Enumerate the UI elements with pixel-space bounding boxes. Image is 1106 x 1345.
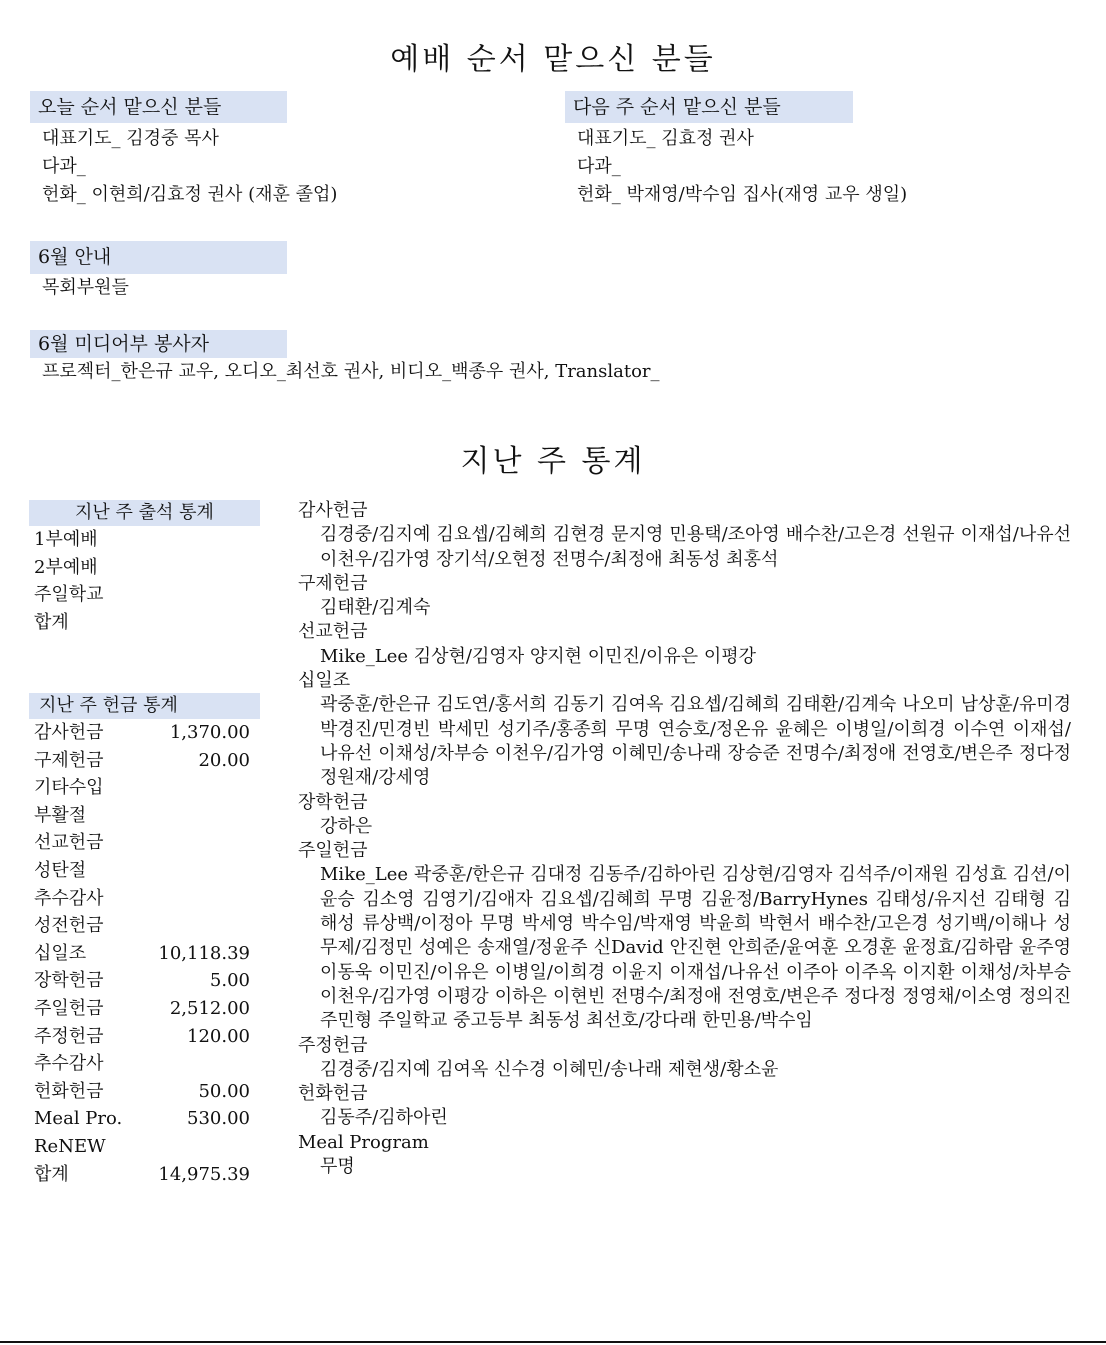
donor-category: 십일조 xyxy=(298,670,351,692)
offering-value: 530.00 xyxy=(187,1108,250,1130)
donor-names: 김경중/김지예 김요셉/김혜희 김현경 문지영 민용택/조아영 배수찬/고은경 선원규 이재섭/나유선 이천우/김가영 장기석/오현정 전명수/최정애 최동성 최홍석 xyxy=(320,524,1071,570)
june-info-lines xyxy=(30,274,530,302)
offering-label: 부활절 xyxy=(34,804,87,826)
offering-label: 구제헌금 xyxy=(34,749,104,771)
offering-label: 십일조 xyxy=(34,942,87,964)
offering-row xyxy=(29,1161,260,1189)
next-week-lines xyxy=(565,125,1085,209)
media-header: 6월 미디어부 봉사자 xyxy=(30,330,287,358)
offering-label: 감사헌금 xyxy=(34,722,104,743)
offering-section xyxy=(29,693,260,1188)
offering-label: 성전헌금 xyxy=(34,915,104,937)
today-section xyxy=(30,91,530,209)
offering-row xyxy=(29,912,260,940)
donor-category: 주정헌금 xyxy=(298,1034,368,1056)
donor-names: Mike_Lee 김상현/김영자 양지현 이민진/이유은 이평강 xyxy=(320,645,757,667)
offering-row xyxy=(29,719,260,747)
offering-value: 14,975.39 xyxy=(158,1163,250,1185)
offering-row xyxy=(29,829,260,857)
offering-label: 추수감사 xyxy=(34,887,104,909)
offering-row xyxy=(29,967,260,995)
offering-label: 선교헌금 xyxy=(34,832,104,854)
offering-row xyxy=(29,885,260,913)
attendance-label: 1부예배 xyxy=(34,529,98,550)
next-week-section xyxy=(565,91,1085,209)
attendance-label: 주일학교 xyxy=(34,584,104,606)
attendance-section xyxy=(29,500,260,636)
offering-label: 기타수입 xyxy=(34,777,104,799)
offering-label: 주일헌금 xyxy=(34,997,104,1019)
offering-value: 20.00 xyxy=(198,749,250,771)
offering-row xyxy=(29,940,260,968)
offering-label: ReNEW xyxy=(34,1135,106,1157)
donor-names: 김동주/김하아린 xyxy=(320,1107,448,1129)
donor-category: 감사헌금 xyxy=(298,500,368,521)
donor-list xyxy=(298,499,1071,1179)
attendance-label: 합계 xyxy=(34,611,69,633)
next-week-line: 다과_ xyxy=(577,156,621,177)
offering-label: 장학헌금 xyxy=(34,970,104,992)
offering-value: 120.00 xyxy=(187,1025,250,1047)
donor-names: Mike_Lee 곽중훈/한은규 김대정 김동주/김하아린 김상현/김영자 김석주/이재원 김성효 김션/이윤승 김소영 김영기/김애자 김요셉/김혜희 무명 김윤정/BarryHynes 김태성/유지선 김태형 김해성 류상백/이정아 무명 박세영 박수임/박재영 박윤희 박현서 배수찬/고은경 성기백/이해나 성무제/김정민 성예은 송재열/정윤주 신David 안진현 안희준/윤여훈 오경훈 윤정효/김하람 윤주영 이동욱 이민진/이유은 이병일/이희경 이윤지 이재섭/나유선 이주아 이주옥 이지환 이채성/차부승 이천우/김가영 이평강 이하은 이현빈 전명수/최정애 전영호/변은주 정다정 정영채/이소영 정의진 주민형 주일학교 중고등부 최동성 최선호/강다래 한민용/박수임 xyxy=(320,864,1071,1032)
offering-row xyxy=(29,1050,260,1078)
offering-label: 헌화헌금 xyxy=(34,1080,104,1102)
attendance-table xyxy=(29,526,260,636)
donor-category: 헌화헌금 xyxy=(298,1083,368,1105)
offering-header: 지난 주 헌금 통계 xyxy=(29,693,260,719)
donor-names: 김태환/김계숙 xyxy=(320,597,431,619)
media-lines xyxy=(30,358,1030,386)
today-lines xyxy=(30,125,530,209)
donor-category: 선교헌금 xyxy=(298,621,368,643)
media-line: 프로젝터_한은규 교우, 오디오_최선호 권사, 비디오_백종우 권사, Translator_ xyxy=(42,361,660,382)
attendance-row xyxy=(29,581,260,609)
offering-row xyxy=(29,1078,260,1106)
donor-names: 무명 xyxy=(320,1156,355,1178)
donor-names: 김경중/김지예 김여옥 신수경 이혜민/송나래 제현생/황소윤 xyxy=(320,1058,779,1080)
attendance-label: 2부예배 xyxy=(34,556,98,578)
offering-table xyxy=(29,719,260,1188)
june-info-section xyxy=(30,241,530,302)
donor-category: 주일헌금 xyxy=(298,840,368,862)
offering-row xyxy=(29,774,260,802)
stats-title: 지난 주 통계 xyxy=(460,444,646,479)
offering-row xyxy=(29,802,260,830)
offering-value: 5.00 xyxy=(209,970,250,992)
attendance-header: 지난 주 출석 통계 xyxy=(29,500,260,526)
bottom-rule xyxy=(0,1341,1106,1343)
next-week-line: 대표기도_ 김효정 권사 xyxy=(577,128,754,149)
donor-category: Meal Program xyxy=(298,1131,429,1153)
donor-category: 장학헌금 xyxy=(298,791,368,813)
offering-label: 합계 xyxy=(34,1163,69,1185)
offering-row xyxy=(29,1023,260,1051)
offering-row xyxy=(29,857,260,885)
attendance-row xyxy=(29,554,260,582)
donor-names: 강하은 xyxy=(320,815,373,837)
donor-category: 구제헌금 xyxy=(298,572,368,594)
today-line: 헌화_ 이현희/김효정 권사 (재훈 졸업) xyxy=(42,184,338,205)
june-info-line: 목회부원들 xyxy=(42,277,129,298)
today-line: 대표기도_ 김경중 목사 xyxy=(42,128,219,149)
offering-label: 성탄절 xyxy=(34,859,87,881)
attendance-row xyxy=(29,526,260,554)
today-line: 다과_ xyxy=(42,156,86,177)
donor-names: 곽중훈/한은규 김도연/홍서희 김동기 김여옥 김요셉/김혜희 김태환/김계숙 나오미 남상훈/유미경 박경진/민경빈 박세민 성기주/홍종희 무명 연승호/정온유 윤혜은 이병일/이희경 이수연 이재섭/나유선 이채성/차부승 이천우/김가영 이혜민/송나래 장승준 전명수/최정애 전영호/변은주 정다정 정원재/강세영 xyxy=(320,694,1071,789)
today-header: 오늘 순서 맡으신 분들 xyxy=(30,91,287,123)
offering-value: 50.00 xyxy=(198,1080,250,1102)
offering-label: Meal Pro. xyxy=(34,1108,123,1130)
offering-value: 2,512.00 xyxy=(169,997,250,1019)
page-title: 예배 순서 맡으신 분들 xyxy=(390,42,716,77)
offering-label: 추수감사 xyxy=(34,1053,104,1075)
offering-row xyxy=(29,747,260,775)
offering-value: 10,118.39 xyxy=(158,942,250,964)
media-section xyxy=(30,330,1030,386)
offering-row xyxy=(29,995,260,1023)
next-week-header: 다음 주 순서 맡으신 분들 xyxy=(565,91,853,123)
next-week-line: 헌화_ 박재영/박수임 집사(재영 교우 생일) xyxy=(577,184,908,205)
offering-row xyxy=(29,1105,260,1133)
offering-row xyxy=(29,1133,260,1161)
june-info-header: 6월 안내 xyxy=(30,241,287,274)
offering-label: 주정헌금 xyxy=(34,1025,104,1047)
offering-value: 1,370.00 xyxy=(169,722,250,743)
attendance-row xyxy=(29,609,260,637)
